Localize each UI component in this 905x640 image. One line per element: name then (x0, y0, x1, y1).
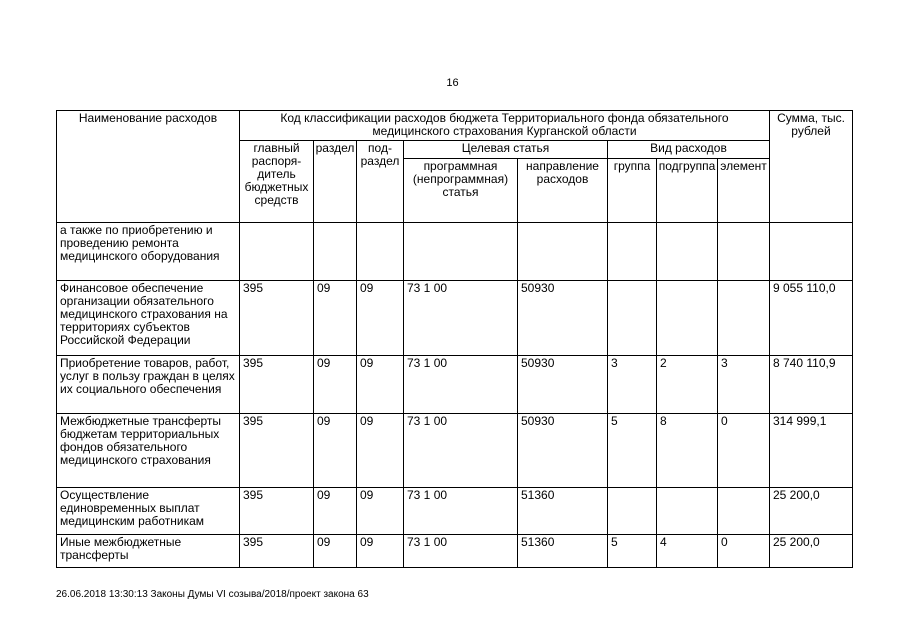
cell-group (608, 488, 657, 535)
cell-sum: 8 740 110,9 (770, 356, 853, 414)
cell-name: Иные межбюджетные трансферты (57, 535, 240, 568)
table-row (57, 223, 853, 281)
cell-subsection: 09 (357, 356, 404, 414)
cell-program: 73 1 00 (404, 281, 518, 356)
cell-sum: 25 200,0 (770, 535, 853, 568)
cell-name: Межбюджетные трансферты бюджетам территориальных фондов обязательного медицинского страхования (57, 414, 240, 488)
cell-group: 5 (608, 414, 657, 488)
header-section: раздел (314, 141, 357, 223)
header-expense-type: Вид расходов (608, 141, 770, 159)
page-number: 16 (446, 77, 459, 89)
table-row (57, 281, 853, 356)
cell-direction: 51360 (518, 535, 608, 568)
cell-group: 3 (608, 356, 657, 414)
cell-manager: 395 (240, 488, 314, 535)
footer-file-path: 26.06.2018 13:30:13 Законы Думы VI созыва/2018/проект закона 63 (56, 589, 369, 600)
cell-sum (770, 223, 853, 281)
cell-section: 09 (314, 535, 357, 568)
cell-subgroup: 8 (657, 414, 718, 488)
cell-manager: 395 (240, 535, 314, 568)
cell-name: Приобретение товаров, работ, услуг в пользу граждан в целях их социального обеспечения (57, 356, 240, 414)
cell-manager: 395 (240, 281, 314, 356)
cell-element: 0 (718, 414, 770, 488)
cell-manager (240, 223, 314, 281)
cell-subsection: 09 (357, 488, 404, 535)
table-row (57, 356, 853, 414)
cell-subgroup (657, 488, 718, 535)
cell-direction: 50930 (518, 356, 608, 414)
cell-program: 73 1 00 (404, 488, 518, 535)
cell-program: 73 1 00 (404, 414, 518, 488)
table-row (57, 414, 853, 488)
header-element: элемент (718, 159, 770, 223)
cell-direction (518, 223, 608, 281)
cell-element (718, 488, 770, 535)
cell-program: 73 1 00 (404, 356, 518, 414)
cell-name: Осуществление единовременных выплат медицинским работникам (57, 488, 240, 535)
cell-sum: 25 200,0 (770, 488, 853, 535)
cell-direction: 50930 (518, 281, 608, 356)
cell-section: 09 (314, 281, 357, 356)
cell-element (718, 223, 770, 281)
header-subsection: под-раздел (357, 141, 404, 223)
cell-manager: 395 (240, 356, 314, 414)
cell-group (608, 223, 657, 281)
cell-direction: 50930 (518, 414, 608, 488)
cell-element: 0 (718, 535, 770, 568)
cell-name: Финансовое обеспечение организации обязательного медицинского страхования на территориях субъектов Российской Федерации (57, 281, 240, 356)
cell-subsection: 09 (357, 414, 404, 488)
budget-table (56, 110, 853, 568)
header-group: группа (608, 159, 657, 223)
cell-subgroup: 4 (657, 535, 718, 568)
header-program: программная (непрограммная) статья (404, 159, 518, 223)
cell-element (718, 281, 770, 356)
cell-sum: 9 055 110,0 (770, 281, 853, 356)
cell-subgroup (657, 281, 718, 356)
cell-subsection (357, 223, 404, 281)
cell-name: а также по приобретению и проведению ремонта медицинского оборудования (57, 223, 240, 281)
cell-manager: 395 (240, 414, 314, 488)
cell-element: 3 (718, 356, 770, 414)
header-subgroup: подгруппа (657, 159, 718, 223)
cell-group (608, 281, 657, 356)
header-code: Код классификации расходов бюджета Территориального фонда обязательного медицинского страхования Курганской области (240, 111, 770, 141)
cell-subgroup (657, 223, 718, 281)
cell-group: 5 (608, 535, 657, 568)
table-row (57, 535, 853, 568)
cell-subsection: 09 (357, 281, 404, 356)
header-name: Наименование расходов (57, 111, 240, 223)
cell-section: 09 (314, 414, 357, 488)
table-row (57, 488, 853, 535)
cell-program (404, 223, 518, 281)
header-target-article: Целевая статья (404, 141, 608, 159)
header-main-manager: главный распоря-дитель бюджетных средств (240, 141, 314, 223)
cell-program: 73 1 00 (404, 535, 518, 568)
cell-subsection: 09 (357, 535, 404, 568)
header-sum: Сумма, тыс. рублей (770, 111, 853, 223)
cell-direction: 51360 (518, 488, 608, 535)
cell-section (314, 223, 357, 281)
cell-subgroup: 2 (657, 356, 718, 414)
header-direction: направление расходов (518, 159, 608, 223)
cell-sum: 314 999,1 (770, 414, 853, 488)
cell-section: 09 (314, 356, 357, 414)
cell-section: 09 (314, 488, 357, 535)
